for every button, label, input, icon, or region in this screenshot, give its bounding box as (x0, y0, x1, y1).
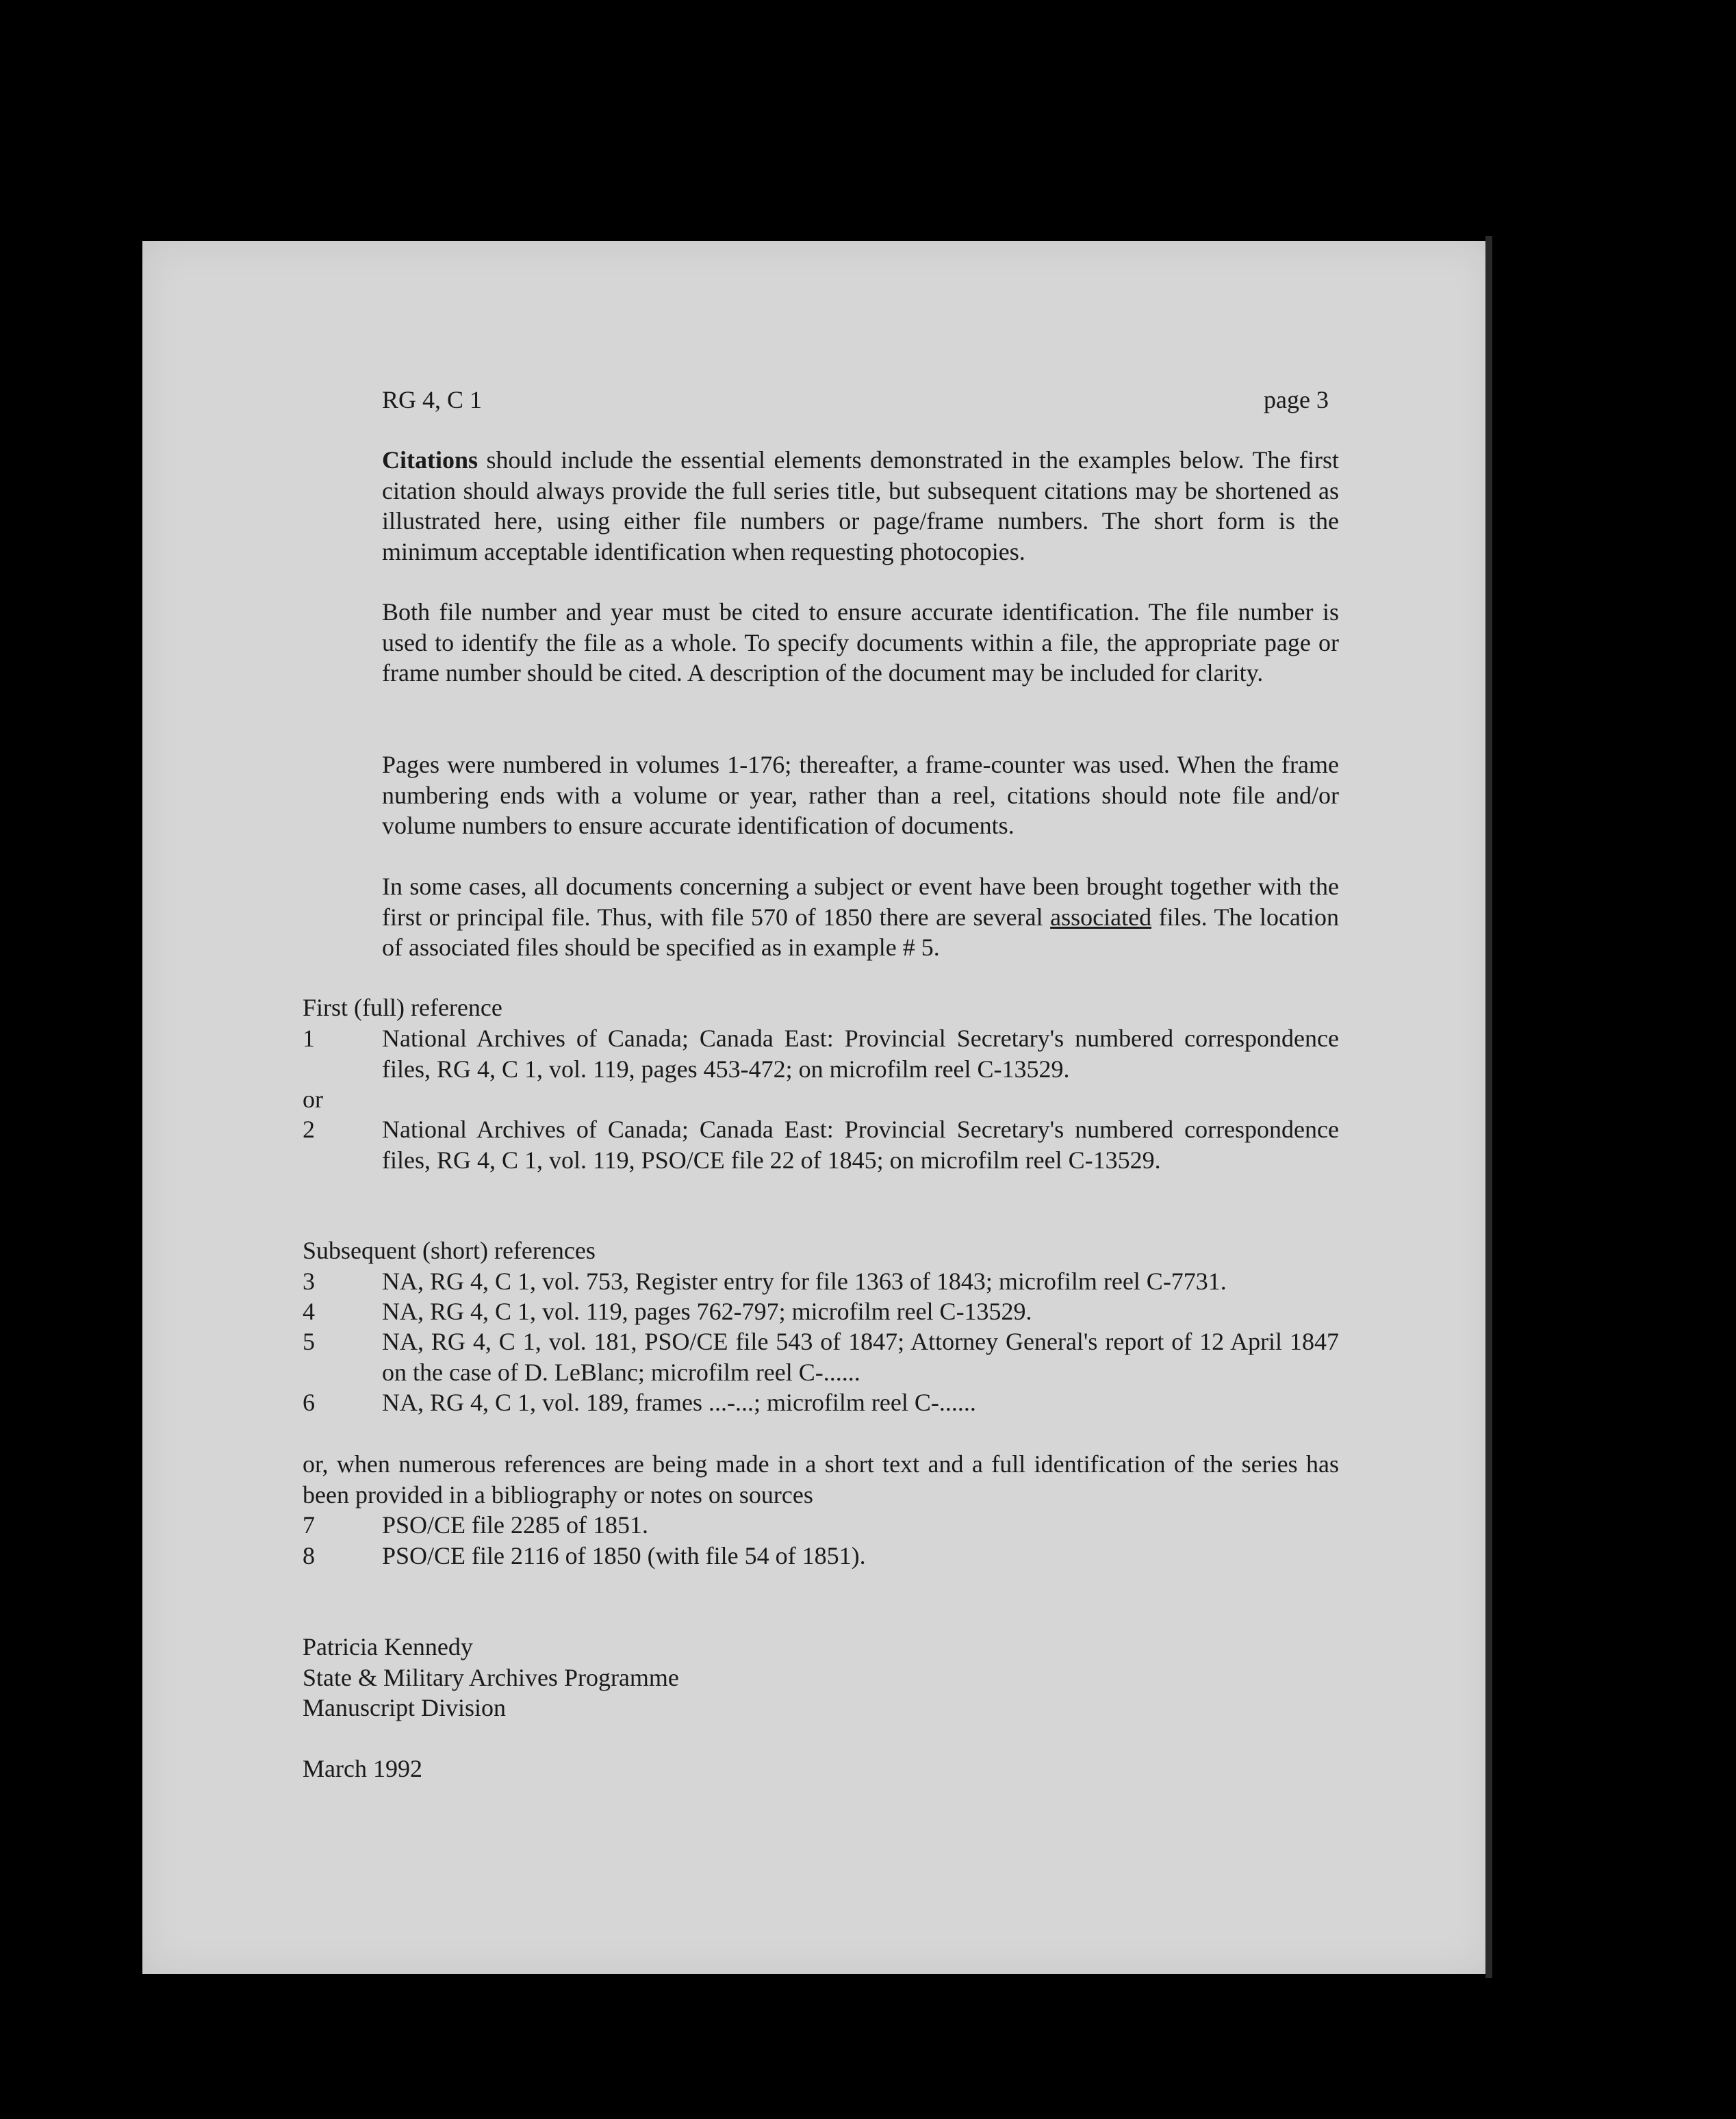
or-label: or (303, 1086, 323, 1113)
author-programme: State & Military Archives Programme (303, 1664, 679, 1691)
paragraph-citations (382, 445, 1339, 567)
reference-text: NA, RG 4, C 1, vol. 181, PSO/CE file 543 of 1847; Attorney General's report of 12 April 1847 on the case of D. LeBlanc; microfilm reel C-...... (382, 1328, 1339, 1386)
author-name: Patricia Kennedy (303, 1633, 473, 1660)
reference-number: 6 (303, 1389, 315, 1416)
subsequent-reference-heading: Subsequent (short) references (303, 1237, 596, 1264)
reference-number: 3 (303, 1268, 315, 1295)
reference-number: 4 (303, 1298, 315, 1325)
header-reference: RG 4, C 1 (382, 386, 483, 413)
author-division: Manuscript Division (303, 1694, 506, 1721)
numerous-references-intro: or, when numerous references are being made in a short text and a full identification of the series has been provided in a bibliography or notes on sources (303, 1450, 1339, 1508)
paragraph-associated-text-b: files. The location of associated files should be specified as in example # 5. (382, 903, 1339, 961)
page-number: page 3 (1264, 386, 1329, 413)
reference-text: PSO/CE file 2285 of 1851. (382, 1511, 649, 1539)
reference-text: NA, RG 4, C 1, vol. 753, Register entry for file 1363 of 1843; microfilm reel C-7731. (382, 1268, 1227, 1295)
reference-number: 5 (303, 1328, 315, 1355)
page-edge (1485, 236, 1492, 1978)
paragraph-associated-files (382, 871, 1339, 963)
reference-text: NA, RG 4, C 1, vol. 119, pages 762-797; microfilm reel C-13529. (382, 1298, 1032, 1325)
citations-term: Citations (382, 446, 478, 474)
paragraph-associated-text-a: In some cases, all documents concerning a subject or event have been brought together with the first or principal file. Thus, with file 570 of 1850 there are several (382, 873, 1339, 931)
paragraph-citations-text: should include the essential elements demonstrated in the examples below. The first citation should always provide the full series title, but subsequent citations may be shortened as illustrated here, using either file numbers or page/frame numbers. The short form is the minimum acceptable identification when requesting photocopies. (382, 446, 1339, 565)
reference-number: 8 (303, 1542, 315, 1569)
reference-number: 1 (303, 1025, 315, 1052)
reference-text: NA, RG 4, C 1, vol. 189, frames ...-...; microfilm reel C-...... (382, 1389, 976, 1416)
reference-number: 2 (303, 1116, 315, 1143)
first-reference-heading: First (full) reference (303, 994, 502, 1021)
paragraph-file-number: Both file number and year must be cited to ensure accurate identification. The file number is used to identify the file as a whole. To specify documents within a file, the appropriate page or frame number should be cited. A description of the document may be included for clarity. (382, 598, 1339, 686)
paragraph-pages: Pages were numbered in volumes 1-176; thereafter, a frame-counter was used. When the frame numbering ends with a volume or year, rather than a reel, citations should note file and/or volume numbers to ensure accurate identification of documents. (382, 751, 1339, 839)
document-date: March 1992 (303, 1755, 422, 1782)
reference-text: National Archives of Canada; Canada East: Provincial Secretary's numbered correspondence files, RG 4, C 1, vol. 119, pages 453-472; on microfilm reel C-13529. (382, 1025, 1339, 1083)
reference-number: 7 (303, 1511, 315, 1539)
reference-text: PSO/CE file 2116 of 1850 (with file 54 of 1851). (382, 1542, 866, 1569)
associated-underlined: associated (1050, 903, 1152, 931)
reference-text: National Archives of Canada; Canada East: Provincial Secretary's numbered correspondence files, RG 4, C 1, vol. 119, PSO/CE file 22 of 1845; on microfilm reel C-13529. (382, 1116, 1339, 1174)
